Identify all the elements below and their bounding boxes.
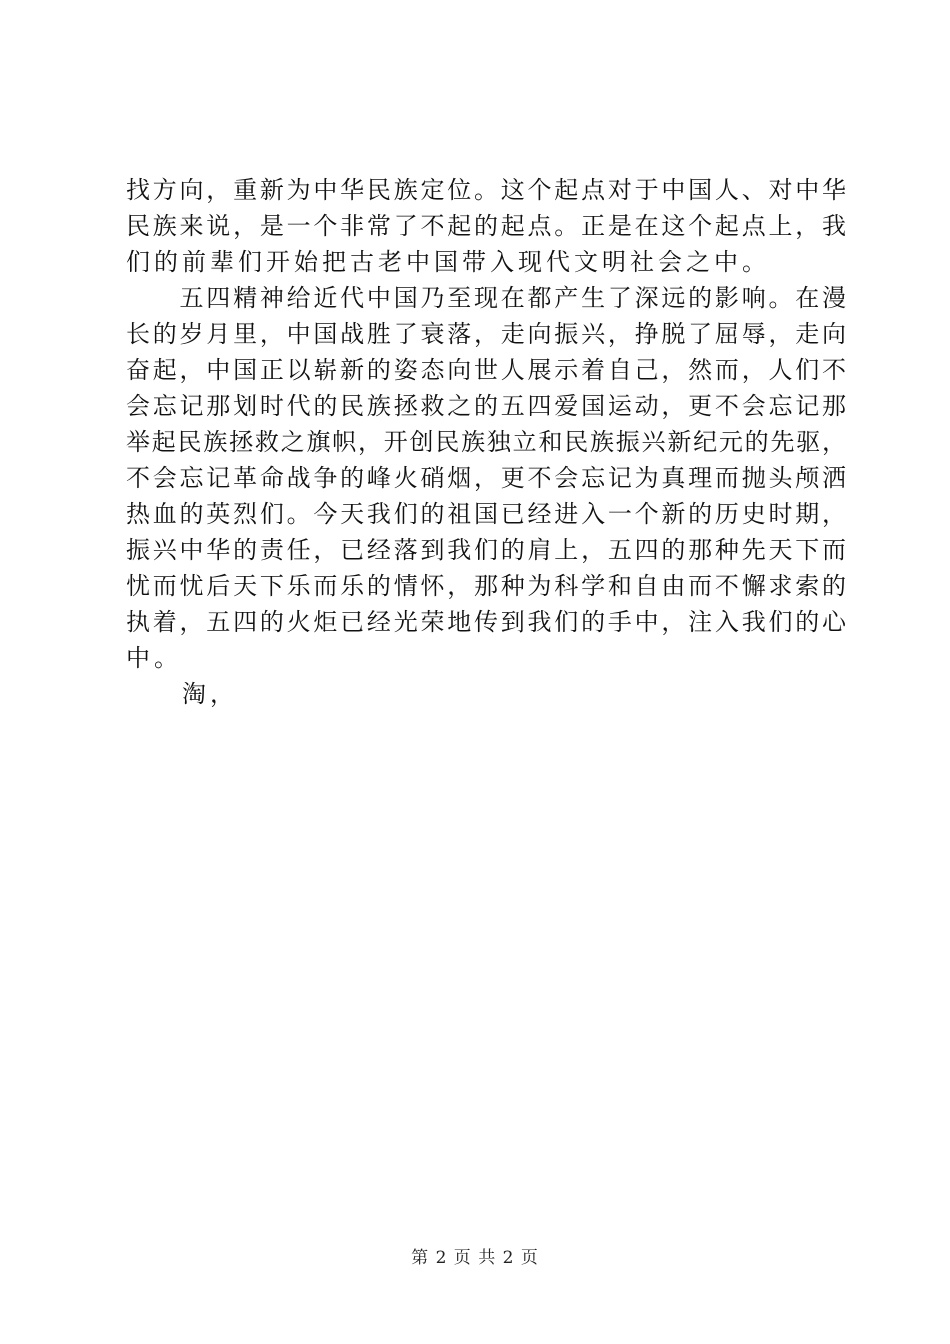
text-line: 们的前辈们开始把古老中国带入现代文明社会之中。 — [126, 248, 770, 276]
text-line: 振兴中华的责任，已经落到我们的肩上，五四的那种先天下而 — [126, 536, 846, 564]
text-line: 长的岁月里，中国战胜了衰落，走向振兴，挣脱了屈辱，走向 — [126, 320, 846, 348]
text-line: 执着，五四的火炬已经光荣地传到我们的手中，注入我们的心 — [126, 608, 846, 636]
text-line: 不会忘记革命战争的峰火硝烟，更不会忘记为真理而抛头颅洒 — [126, 464, 846, 492]
text-line: 热血的英烈们。今天我们的祖国已经进入一个新的历史时期， — [126, 500, 846, 528]
page-number-footer: 第 2 页 共 2 页 — [411, 1248, 539, 1268]
text-line: 中。 — [126, 644, 182, 672]
text-line: 民族来说，是一个非常了不起的起点。正是在这个起点上，我 — [126, 212, 846, 240]
body-text — [126, 172, 846, 712]
text-line: 五四精神给近代中国乃至现在都产生了深远的影响。在漫 — [126, 284, 846, 312]
text-line: 举起民族拯救之旗帜，开创民族独立和民族振兴新纪元的先驱， — [126, 428, 846, 456]
text-line: 淘， — [126, 680, 238, 708]
text-line: 会忘记那划时代的民族拯救之的五四爱国运动，更不会忘记那 — [126, 392, 846, 420]
text-line: 奋起，中国正以崭新的姿态向世人展示着自己，然而，人们不 — [126, 356, 846, 384]
text-line: 找方向，重新为中华民族定位。这个起点对于中国人、对中华 — [126, 176, 846, 204]
text-line: 忧而忧后天下乐而乐的情怀，那种为科学和自由而不懈求索的 — [126, 572, 846, 600]
